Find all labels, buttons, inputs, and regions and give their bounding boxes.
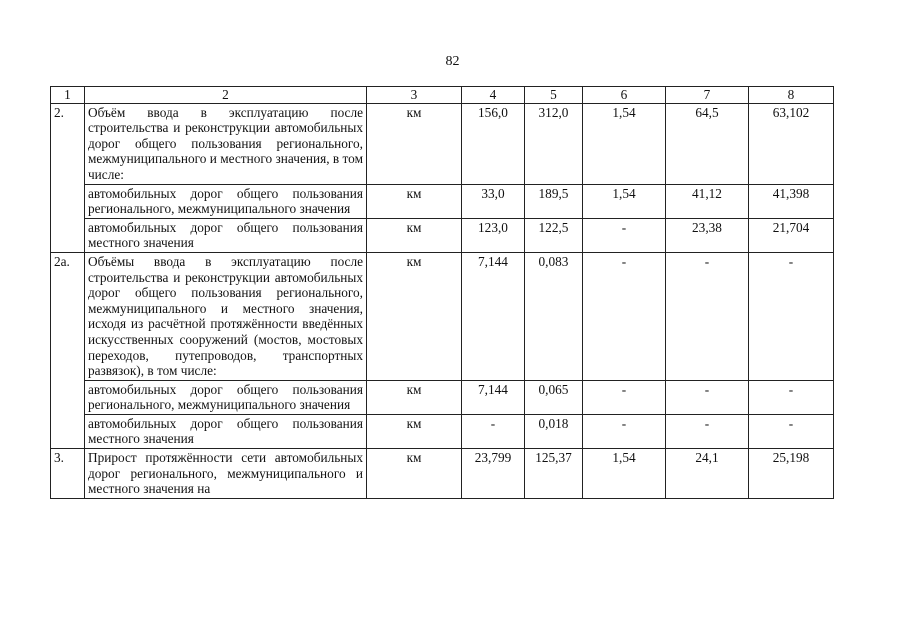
value-cell: 312,0 bbox=[525, 103, 583, 184]
value-cell: 24,1 bbox=[666, 449, 749, 499]
table-row bbox=[51, 184, 834, 218]
value-cell: 156,0 bbox=[462, 103, 525, 184]
table-row bbox=[51, 380, 834, 414]
row-description: автомобильных дорог общего пользования местного значения bbox=[85, 414, 367, 448]
table-row bbox=[51, 103, 834, 184]
value-cell: 7,144 bbox=[462, 380, 525, 414]
column-header: 7 bbox=[666, 87, 749, 104]
value-cell: 21,704 bbox=[749, 218, 834, 252]
value-cell: - bbox=[583, 218, 666, 252]
row-description: автомобильных дорог общего пользования местного значения bbox=[85, 218, 367, 252]
column-header: 5 bbox=[525, 87, 583, 104]
unit-cell: км bbox=[367, 449, 462, 499]
column-header: 6 bbox=[583, 87, 666, 104]
page-number: 82 bbox=[445, 54, 460, 69]
value-cell: 33,0 bbox=[462, 184, 525, 218]
value-cell: 0,083 bbox=[525, 252, 583, 380]
table-row bbox=[51, 218, 834, 252]
unit-cell: км bbox=[367, 218, 462, 252]
table-row bbox=[51, 449, 834, 499]
value-cell: - bbox=[462, 414, 525, 448]
unit-cell: км bbox=[367, 380, 462, 414]
value-cell: 189,5 bbox=[525, 184, 583, 218]
column-header: 4 bbox=[462, 87, 525, 104]
value-cell: 0,065 bbox=[525, 380, 583, 414]
value-cell: 41,12 bbox=[666, 184, 749, 218]
value-cell: - bbox=[749, 252, 834, 380]
table-row bbox=[51, 252, 834, 380]
row-description: Объёмы ввода в эксплуатацию после строительства и реконструкции автомобильных дорог общего пользования регионального, межмуниципального и местного значения, исходя из расчётной протяжённости введённых искусственных сооружений (мостов, мостовых переходов, путепроводов, транспортных развязок), в том числе: bbox=[85, 252, 367, 380]
row-description: автомобильных дорог общего пользования регионального, межмуниципального значения bbox=[85, 380, 367, 414]
value-cell: 23,799 bbox=[462, 449, 525, 499]
row-number: 3. bbox=[51, 449, 85, 499]
unit-cell: км bbox=[367, 252, 462, 380]
value-cell: - bbox=[583, 380, 666, 414]
value-cell: - bbox=[583, 252, 666, 380]
table-header-row bbox=[51, 87, 834, 104]
row-number: 2а. bbox=[51, 252, 85, 448]
value-cell: 1,54 bbox=[583, 184, 666, 218]
value-cell: 23,38 bbox=[666, 218, 749, 252]
table-row bbox=[51, 414, 834, 448]
row-description: автомобильных дорог общего пользования регионального, межмуниципального значения bbox=[85, 184, 367, 218]
unit-cell: км bbox=[367, 184, 462, 218]
row-description: Прирост протяжённости сети автомобильных дорог регионального, межмуниципального и местного значения на bbox=[85, 449, 367, 499]
value-cell: 1,54 bbox=[583, 103, 666, 184]
column-header: 8 bbox=[749, 87, 834, 104]
row-description: Объём ввода в эксплуатацию после строительства и реконструкции автомобильных дорог общего пользования регионального, межмуниципального и местного значения, в том числе: bbox=[85, 103, 367, 184]
value-cell: 1,54 bbox=[583, 449, 666, 499]
value-cell: 63,102 bbox=[749, 103, 834, 184]
data-table bbox=[50, 86, 834, 499]
unit-cell: км bbox=[367, 414, 462, 448]
row-number: 2. bbox=[51, 103, 85, 252]
value-cell: 64,5 bbox=[666, 103, 749, 184]
value-cell: - bbox=[749, 414, 834, 448]
value-cell: - bbox=[666, 380, 749, 414]
unit-cell: км bbox=[367, 103, 462, 184]
value-cell: 123,0 bbox=[462, 218, 525, 252]
value-cell: - bbox=[749, 380, 834, 414]
value-cell: 41,398 bbox=[749, 184, 834, 218]
column-header: 1 bbox=[51, 87, 85, 104]
value-cell: 0,018 bbox=[525, 414, 583, 448]
value-cell: 25,198 bbox=[749, 449, 834, 499]
column-header: 2 bbox=[85, 87, 367, 104]
value-cell: 122,5 bbox=[525, 218, 583, 252]
column-header: 3 bbox=[367, 87, 462, 104]
value-cell: - bbox=[666, 414, 749, 448]
value-cell: - bbox=[583, 414, 666, 448]
value-cell: - bbox=[666, 252, 749, 380]
value-cell: 125,37 bbox=[525, 449, 583, 499]
value-cell: 7,144 bbox=[462, 252, 525, 380]
